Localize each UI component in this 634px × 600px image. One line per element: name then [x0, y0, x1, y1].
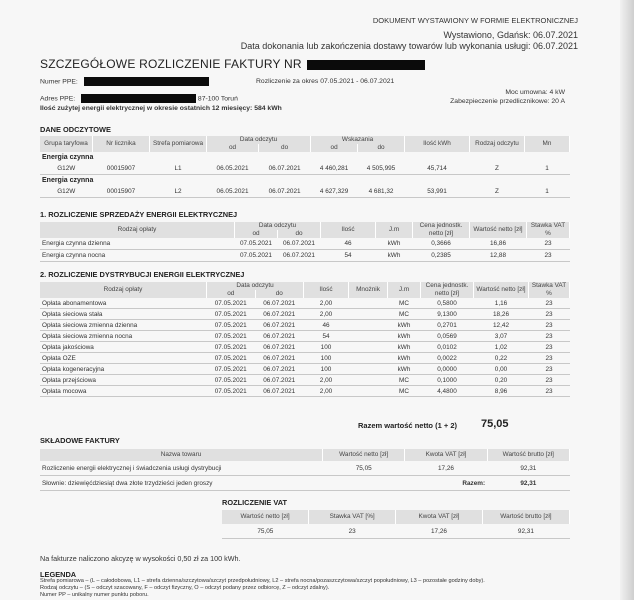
components-table — [40, 449, 570, 491]
table-row — [40, 163, 570, 175]
address-label: Adres PPE: — [40, 95, 76, 103]
cell: 23 — [529, 375, 570, 386]
excise-note: Na fakturze naliczono akcyzę w wysokości 0,50 zł za 100 kWh. — [40, 554, 241, 563]
col-read-date: Data odczytu — [207, 282, 304, 290]
cell: Opłata sieciowa zmienna nocna — [40, 331, 207, 342]
cell: 07.05.2021 — [235, 238, 278, 250]
billing-period: Rozliczenie za okres 07.05.2021 - 06.07.2021 — [256, 78, 395, 85]
cell: 1 — [525, 163, 570, 175]
cell: Opłata sieciowa zmienna dzienna — [40, 320, 207, 331]
distribution-section-title: 2. ROZLICZENIE DYSTRYBUCJI ENERGII ELEKTRYCZNEJ — [40, 270, 245, 279]
cell: 07.05.2021 — [207, 298, 256, 309]
redacted-address — [81, 94, 196, 103]
table-row — [40, 250, 570, 262]
cell: 00015907 — [93, 163, 150, 175]
cell: 16,86 — [470, 238, 527, 250]
cell: Energia czynna dzienna — [40, 238, 235, 250]
col-qty: Ilość — [321, 222, 376, 238]
table-row — [40, 375, 570, 386]
col-unit: J.m — [376, 222, 413, 238]
cell: 0,1000 — [421, 375, 474, 386]
cell: 00015907 — [93, 186, 150, 198]
cell: 0,2701 — [421, 320, 474, 331]
col-rate: Stawka VAT [%] — [309, 510, 396, 524]
cell: 23 — [529, 298, 570, 309]
cell: 3,07 — [474, 331, 529, 342]
cell — [349, 386, 388, 397]
cell: kWh — [376, 250, 413, 262]
col-vat: Stawka VAT % — [527, 222, 570, 238]
cell: 06.07.2021 — [255, 331, 304, 342]
cell: 06.07.2021 — [255, 364, 304, 375]
page-edge-shadow — [620, 0, 634, 600]
cell: 06.07.2021 — [278, 238, 321, 250]
cell: 75,05 — [323, 461, 405, 476]
col-from: od — [207, 290, 256, 298]
readings-section-title: DANE ODCZYTOWE — [40, 125, 111, 134]
col-to: do — [255, 290, 304, 298]
cell: 0,0000 — [421, 364, 474, 375]
sales-table — [40, 222, 570, 262]
cell: 23 — [529, 353, 570, 364]
cell: 07.05.2021 — [207, 342, 256, 353]
legend-line: Rodzaj odczytu – (S – odczyt szacowany, F – odczyt fizyczny, O – odczyt podany przez odbiorcę, Z – odczyt zdalny). — [40, 585, 330, 591]
energy-group-label: Energia czynna — [42, 154, 94, 161]
legend-line: Numer PP – unikalny numer punktu poboru. — [40, 592, 149, 598]
cell: 9,1300 — [421, 309, 474, 320]
col-qty: Ilość — [304, 282, 349, 298]
col-multiplier: Mnożnik — [349, 282, 388, 298]
col-from: od — [207, 144, 259, 152]
cell: 23 — [309, 524, 396, 539]
cell: 23 — [529, 342, 570, 353]
cell: 23 — [529, 320, 570, 331]
cell: 06.07.2021 — [255, 320, 304, 331]
cell: Opłata mocowa — [40, 386, 207, 397]
fuse-protection: Zabezpieczenie przedlicznikowe: 20 A — [450, 98, 565, 105]
cell: L2 — [150, 186, 207, 198]
col-read-type: Rodzaj odczytu — [470, 136, 525, 152]
page-title — [40, 57, 425, 71]
cell: Z — [470, 163, 525, 175]
cell: 8,96 — [474, 386, 529, 397]
col-net: Wartość netto [zł] — [470, 222, 527, 238]
total-value: 92,31 — [487, 476, 569, 491]
cell: 23 — [529, 309, 570, 320]
cell: 23 — [529, 386, 570, 397]
cell: 07.05.2021 — [207, 331, 256, 342]
cell: 2,00 — [304, 309, 349, 320]
cell: 0,00 — [474, 364, 529, 375]
cell: 0,0102 — [421, 342, 474, 353]
col-gross: Wartość brutto [zł] — [482, 510, 569, 524]
col-to: do — [259, 144, 311, 152]
cell: 07.05.2021 — [207, 364, 256, 375]
cell — [349, 353, 388, 364]
cell — [349, 331, 388, 342]
document-type-note: DOKUMENT WYSTAWIONY W FORMIE ELEKTRONICZNEJ — [372, 16, 578, 25]
cell: 23 — [527, 250, 570, 262]
cell: 0,22 — [474, 353, 529, 364]
col-net: Wartość netto [zł] — [474, 282, 529, 298]
cell: 1,02 — [474, 342, 529, 353]
cell: 12,42 — [474, 320, 529, 331]
cell: 06.07.2021 — [255, 386, 304, 397]
table-row — [40, 298, 570, 309]
table-row — [40, 461, 570, 476]
cell: 23 — [529, 364, 570, 375]
legend-line: Strefa pomiarowa – (L – całodobowa, L1 – strefa dzienna/szczytowa/szczyt przedpołudniowy, L2 – strefa nocna/pozaszczytowa/szczyt popołudniowy, L3 – pozostałe godziny doby). — [40, 578, 485, 584]
cell: MC — [388, 375, 421, 386]
col-vat: Kwota VAT [zł] — [405, 449, 487, 461]
cell: 0,0569 — [421, 331, 474, 342]
ppe-address — [40, 94, 238, 103]
cell: 4 627,329 — [311, 186, 358, 198]
col-group: Grupa taryfowa — [40, 136, 93, 152]
table-row — [40, 331, 570, 342]
cell: 06.07.2021 — [255, 353, 304, 364]
cell: 06.05.2021 — [207, 163, 259, 175]
col-to: do — [358, 144, 405, 152]
col-name: Nazwa towaru — [40, 449, 323, 461]
cell: 1 — [525, 186, 570, 198]
cell: 0,0022 — [421, 353, 474, 364]
cell: 4,4800 — [421, 386, 474, 397]
cell: 06.07.2021 — [278, 250, 321, 262]
cell: 0,2385 — [413, 250, 470, 262]
cell: kWh — [376, 238, 413, 250]
delivery-date: Data dokonania lub zakończenia dostawy towarów lub wykonania usługi: 06.07.2021 — [240, 41, 578, 51]
cell: 0,3666 — [413, 238, 470, 250]
distribution-table — [40, 282, 570, 397]
cell — [349, 309, 388, 320]
cell: G12W — [40, 186, 93, 198]
cell — [349, 320, 388, 331]
col-from: od — [311, 144, 358, 152]
annual-usage: Ilość zużytej energii elektrycznej w okresie ostatnich 12 miesięcy: 584 kWh — [40, 105, 282, 112]
col-price: Cena jednostk. netto [zł] — [421, 282, 474, 298]
cell: G12W — [40, 163, 93, 175]
col-net: Wartość netto [zł] — [222, 510, 309, 524]
cell: 07.05.2021 — [235, 250, 278, 262]
cell: 54 — [304, 331, 349, 342]
col-type: Rodzaj opłaty — [40, 222, 235, 238]
col-net: Wartość netto [zł] — [323, 449, 405, 461]
cell: 17,26 — [396, 524, 483, 539]
col-to: do — [278, 230, 321, 238]
cell: 46 — [304, 320, 349, 331]
cell: kWh — [388, 353, 421, 364]
cell: 07.05.2021 — [207, 320, 256, 331]
table-row — [40, 476, 570, 491]
cell: L1 — [150, 163, 207, 175]
cell: 07.05.2021 — [207, 353, 256, 364]
components-section-title: SKŁADOWE FAKTURY — [40, 436, 120, 445]
redacted-ppe — [84, 77, 209, 86]
cell: 2,00 — [304, 298, 349, 309]
cell: 92,31 — [482, 524, 569, 539]
cell: kWh — [388, 331, 421, 342]
ppe-number — [40, 77, 209, 86]
cell: 23 — [527, 238, 570, 250]
cell: MC — [388, 309, 421, 320]
cell: 2,00 — [304, 386, 349, 397]
col-vat: Kwota VAT [zł] — [396, 510, 483, 524]
cell: 06.07.2021 — [255, 309, 304, 320]
cell: MC — [388, 386, 421, 397]
total-label: Razem: — [405, 476, 487, 491]
cell: 07.05.2021 — [207, 375, 256, 386]
vat-section-title: ROZLICZENIE VAT — [222, 498, 288, 507]
cell: 46 — [321, 238, 376, 250]
ppe-label: Numer PPE: — [40, 78, 78, 86]
cell: kWh — [388, 364, 421, 375]
cell: 1,16 — [474, 298, 529, 309]
table-row — [40, 386, 570, 397]
col-read-date: Data odczytu — [207, 136, 311, 144]
cell: 06.07.2021 — [259, 163, 311, 175]
vat-table — [222, 510, 570, 539]
col-meter: Nr licznika — [93, 136, 150, 152]
table-row — [40, 353, 570, 364]
title-text: SZCZEGÓŁOWE ROZLICZENIE FAKTURY NR — [40, 57, 302, 71]
cell: kWh — [388, 342, 421, 353]
col-vat: Stawka VAT % — [529, 282, 570, 298]
cell: 0,20 — [474, 375, 529, 386]
col-zone: Strefa pomiarowa — [150, 136, 207, 152]
cell: 100 — [304, 342, 349, 353]
sales-section-title: 1. ROZLICZENIE SPRZEDAŻY ENERGII ELEKTRYCZNEJ — [40, 210, 238, 219]
cell: Z — [470, 186, 525, 198]
cell — [349, 364, 388, 375]
cell — [349, 298, 388, 309]
readings-table — [40, 136, 570, 198]
cell: 07.05.2021 — [207, 386, 256, 397]
cell: Rozliczenie energii elektrycznej i świadczenia usługi dystrybucji — [40, 461, 323, 476]
cell: kWh — [388, 320, 421, 331]
col-qty: Ilość kWh — [405, 136, 470, 152]
col-unit: J.m — [388, 282, 421, 298]
cell: Opłata przejściowa — [40, 375, 207, 386]
cell: 4 505,995 — [358, 163, 405, 175]
cell: 53,991 — [405, 186, 470, 198]
cell: 06.07.2021 — [255, 298, 304, 309]
cell: 4 681,32 — [358, 186, 405, 198]
cell: 23 — [529, 331, 570, 342]
col-type: Rodzaj opłaty — [40, 282, 207, 298]
cell: 06.07.2021 — [255, 342, 304, 353]
cell: 07.05.2021 — [207, 309, 256, 320]
legend-title: LEGENDA — [40, 570, 77, 579]
cell: Opłata abonamentowa — [40, 298, 207, 309]
cell: Opłata OZE — [40, 353, 207, 364]
net-total-label: Razem wartość netto (1 + 2) — [358, 421, 457, 430]
cell: Opłata jakościowa — [40, 342, 207, 353]
cell: Energia czynna nocna — [40, 250, 235, 262]
cell: 06.05.2021 — [207, 186, 259, 198]
cell: 12,88 — [470, 250, 527, 262]
cell: 4 460,281 — [311, 163, 358, 175]
table-row — [40, 309, 570, 320]
cell: Opłata sieciowa stała — [40, 309, 207, 320]
table-row — [40, 238, 570, 250]
cell — [349, 342, 388, 353]
amount-in-words: Słownie: dziewięćdziesiąt dwa złote trzydzieści jeden groszy — [40, 476, 405, 491]
col-read-date: Data odczytu — [235, 222, 321, 230]
cell: 2,00 — [304, 375, 349, 386]
cell: 18,26 — [474, 309, 529, 320]
table-row — [40, 186, 570, 198]
contracted-power: Moc umowna: 4 kW — [505, 89, 565, 96]
cell: 06.07.2021 — [255, 375, 304, 386]
table-row — [40, 364, 570, 375]
cell: 100 — [304, 364, 349, 375]
col-indications: Wskazania — [311, 136, 405, 144]
table-row — [40, 320, 570, 331]
issue-place-date: Wystawiono, Gdańsk: 06.07.2021 — [443, 30, 578, 40]
net-total-value: 75,05 — [481, 418, 509, 430]
cell: MC — [388, 298, 421, 309]
table-row — [222, 524, 570, 539]
cell — [349, 375, 388, 386]
col-price: Cena jednostk. netto [zł] — [413, 222, 470, 238]
cell: 54 — [321, 250, 376, 262]
energy-group-label: Energia czynna — [42, 177, 94, 184]
address-city: 87-100 Toruń — [197, 95, 238, 103]
cell: Opłata kogeneracyjna — [40, 364, 207, 375]
redacted-invoice-number — [307, 60, 425, 70]
table-row — [40, 342, 570, 353]
cell: 17,26 — [405, 461, 487, 476]
cell: 92,31 — [487, 461, 569, 476]
cell: 75,05 — [222, 524, 309, 539]
col-gross: Wartość brutto [zł] — [487, 449, 569, 461]
cell: 100 — [304, 353, 349, 364]
col-from: od — [235, 230, 278, 238]
col-mn: Mn — [525, 136, 570, 152]
cell: 06.07.2021 — [259, 186, 311, 198]
cell: 0,5800 — [421, 298, 474, 309]
cell: 45,714 — [405, 163, 470, 175]
